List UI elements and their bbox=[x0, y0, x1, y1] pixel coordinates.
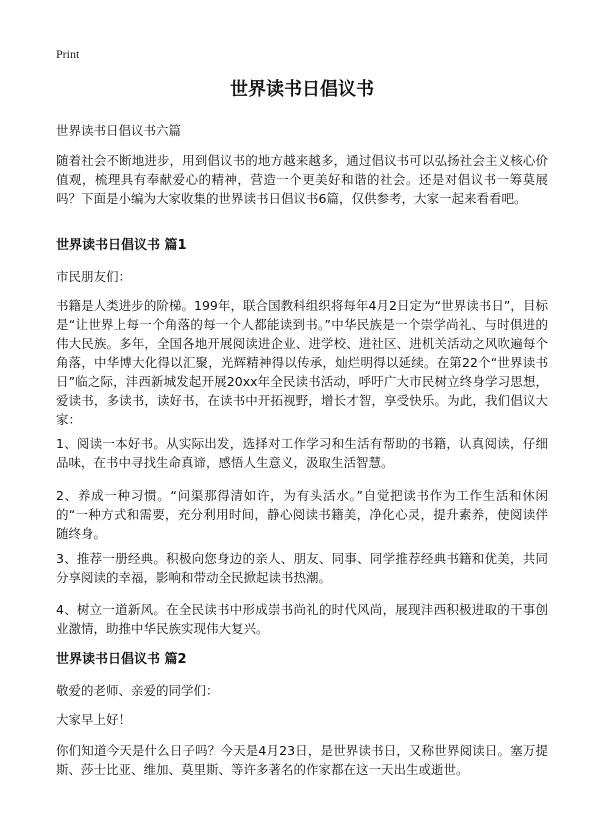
document-page bbox=[56, 0, 548, 828]
intro-paragraph: 随着社会不断地进步，用到倡议书的地方越来越多，通过倡议书可以弘扬社会主义核心价值观，梳理具有奉献爱心的精神，营造一个更美好和谐的社会。还是对倡议书一筹莫展吗？下面是小编为大家收集的世界读书日倡议书6篇，仅供参考，大家一起来看看吧。 bbox=[56, 153, 548, 206]
section2-heading: 世界读书日倡议书 篇2 bbox=[56, 652, 187, 667]
section1-item-1: 1、阅读一本好书。从实际出发，选择对工作学习和生活有帮助的书籍，认真阅读，仔细品味，在书中寻找生命真谛，感悟人生意义，汲取生活智慧。 bbox=[56, 436, 548, 470]
section1-paragraph: 书籍是人类进步的阶梯。199年，联合国教科组织将每年4月2日定为“世界读书日”，目标是“让世界上每一个角落的每一个人都能读到书。”中华民族是一个崇学尚礼、与时俱进的伟大民族。多年，全国各地开展阅读进企业、进学校、进社区、进机关活动之风吹遍每个角落，中华博大化得以汇聚，光辉精神得以传承，灿烂明得以延续。在第22个“世界读书日”临之际，沣西新城发起开展20xx年全民读书活动，呼吁广大市民树立终身学习思想，爱读书，多读书，读好书，在读书中开拓视野，增长才智，享受快乐。为此，我们倡议大家： bbox=[56, 298, 548, 427]
section1-greeting: 市民朋友们： bbox=[56, 269, 132, 284]
section2-salutation: 大家早上好！ bbox=[56, 712, 132, 727]
document-title: 世界读书日倡议书 bbox=[230, 79, 374, 100]
section2-greeting: 敬爱的老师、亲爱的同学们： bbox=[56, 683, 219, 698]
section1-heading: 世界读书日倡议书 篇1 bbox=[56, 238, 187, 253]
section1-item-2: 2、养成一种习惯。“问渠那得清如许，为有头活水。”自觉把读书作为工作生活和休闲的“一种方式和需要，充分利用时间，静心阅读书籍美，净化心灵，提升素养，使阅读伴随终身。 bbox=[56, 488, 548, 541]
document-subtitle: 世界读书日倡议书六篇 bbox=[56, 123, 182, 138]
section1-item-3: 3、推荐一册经典。积极向您身边的亲人、朋友、同事、同学推荐经典书籍和优美，共同分享阅读的幸福，影响和带动全民掀起读书热潮。 bbox=[56, 551, 548, 585]
section2-paragraph: 你们知道今天是什么日子吗？今天是4月23日，是世界读书日，又称世界阅读日。塞万提斯、莎士比亚、维加、莫里斯、等许多著名的作家都在这一天出生或逝世。 bbox=[56, 743, 548, 777]
print-link[interactable]: Print bbox=[56, 47, 80, 61]
section1-item-4: 4、树立一道新风。在全民读书中形成崇书尚礼的时代风尚，展现沣西积极进取的干事创业激情，助推中华民族实现伟大复兴。 bbox=[56, 602, 548, 636]
